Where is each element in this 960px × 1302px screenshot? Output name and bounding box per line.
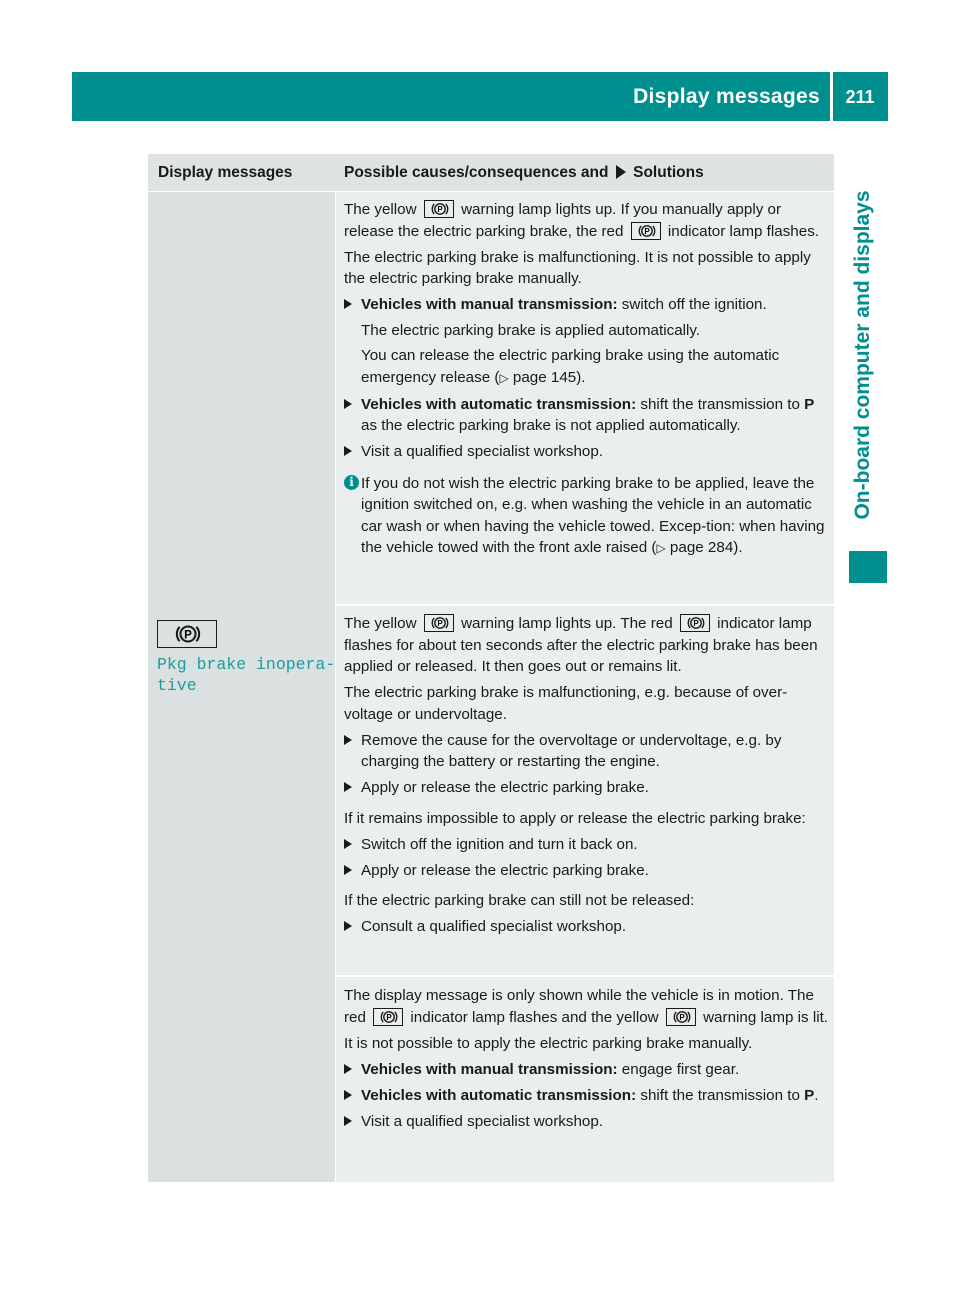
page-number: 211 bbox=[845, 87, 875, 107]
list-item: Apply or release the electric parking brake. bbox=[344, 860, 829, 882]
bullet-arrow-icon bbox=[344, 921, 352, 931]
parking-brake-display-icon bbox=[157, 620, 217, 648]
info-icon: i bbox=[344, 475, 359, 490]
paragraph: If it remains impossible to apply or release the electric parking brake: bbox=[344, 809, 806, 827]
section-title: Display messages bbox=[633, 85, 820, 108]
solutions-arrow-icon bbox=[616, 165, 626, 179]
info-note: i If you do not wish the electric parking brake to be applied, leave the ignition switched on, e.g. when washing the vehicle in an automatic car wash or when having the vehicle towed. Excep-tion: when having the vehicle towed with the front axle raised (▷ page 284). bbox=[344, 473, 829, 560]
list-item: Vehicles with automatic transmission: shift the transmission to P. bbox=[344, 1085, 829, 1107]
row-content bbox=[344, 985, 829, 1137]
svg-text:P: P bbox=[437, 205, 443, 214]
row-content bbox=[344, 613, 829, 942]
list-item: Switch off the ignition and turn it back on. bbox=[344, 834, 829, 856]
paragraph: The yellow P warning lamp lights up. If you manually apply or release the electric parking brake, the red P indicator lamp flashes. bbox=[344, 201, 820, 240]
svg-text:P: P bbox=[693, 619, 699, 628]
bullet-arrow-icon bbox=[344, 865, 352, 875]
chapter-marker bbox=[849, 551, 887, 583]
svg-text:P: P bbox=[184, 629, 192, 642]
parking-brake-icon bbox=[424, 614, 454, 632]
svg-text:P: P bbox=[644, 226, 650, 236]
chapter-side-tab bbox=[846, 170, 880, 540]
parking-brake-icon bbox=[631, 222, 661, 240]
bullet-arrow-icon bbox=[344, 735, 352, 745]
table-row bbox=[336, 977, 834, 1182]
parking-brake-icon bbox=[424, 200, 454, 218]
bullet-arrow-icon bbox=[344, 446, 352, 456]
table-row bbox=[336, 606, 834, 975]
chapter-title: On-board computer and displays bbox=[851, 190, 874, 520]
display-message-text: Pkg brake inopera- tive bbox=[157, 655, 336, 695]
list-item: Visit a qualified specialist workshop. bbox=[344, 1111, 829, 1133]
bullet-arrow-icon bbox=[344, 399, 352, 409]
list-item: Visit a qualified specialist workshop. bbox=[344, 441, 829, 463]
list-item: Vehicles with manual transmission: switch off the ignition. The electric parking brake is applied automatically. You can release the electric parking brake using the automatic emergency release (▷ page 145). bbox=[344, 294, 829, 389]
bullet-arrow-icon bbox=[344, 1116, 352, 1126]
row-content bbox=[344, 199, 829, 560]
page-ref-arrow-icon: ▷ bbox=[499, 370, 509, 385]
list-item: Vehicles with automatic transmission: shift the transmission to P as the electric parking brake is not applied automatically. bbox=[344, 394, 829, 437]
bullet-arrow-icon bbox=[344, 1090, 352, 1100]
svg-text:P: P bbox=[386, 1012, 392, 1022]
list-item: Vehicles with manual transmission: engage first gear. bbox=[344, 1059, 829, 1081]
paragraph: The electric parking brake is malfunctioning, e.g. because of over-voltage or undervoltage. bbox=[344, 684, 788, 723]
bullet-arrow-icon bbox=[344, 839, 352, 849]
parking-brake-icon bbox=[373, 1008, 403, 1026]
column-header-solutions: Possible causes/consequences and Solutions bbox=[344, 164, 704, 181]
header-divider bbox=[830, 72, 833, 121]
list-item: Apply or release the electric parking brake. bbox=[344, 777, 829, 799]
display-messages-table bbox=[148, 154, 834, 1182]
svg-text:P: P bbox=[437, 619, 443, 628]
paragraph: The display message is only shown while the vehicle is in motion. The red P indicator lamp flashes and the yellow P warning lamp is lit. bbox=[344, 987, 829, 1026]
parking-brake-icon bbox=[666, 1008, 696, 1026]
list-item: Remove the cause for the overvoltage or undervoltage, e.g. by charging the battery or restarting the engine. bbox=[344, 730, 829, 773]
bullet-arrow-icon bbox=[344, 1064, 352, 1074]
page-header bbox=[72, 72, 888, 121]
table-row bbox=[336, 192, 834, 604]
table-header bbox=[148, 154, 834, 191]
page-ref-arrow-icon: ▷ bbox=[656, 541, 666, 555]
bullet-arrow-icon bbox=[344, 299, 352, 309]
column-header-messages: Display messages bbox=[158, 164, 293, 181]
list-item: Consult a qualified specialist workshop. bbox=[344, 916, 829, 938]
svg-text:P: P bbox=[679, 1012, 685, 1022]
paragraph: The electric parking brake is malfunctioning. It is not possible to apply the electric parking brake manually. bbox=[344, 248, 811, 287]
paragraph: If the electric parking brake can still not be released: bbox=[344, 892, 695, 909]
paragraph: It is not possible to apply the electric parking brake manually. bbox=[344, 1034, 753, 1052]
bullet-arrow-icon bbox=[344, 782, 352, 792]
paragraph: The yellow P warning lamp lights up. The red P indicator lamp flashes for about ten seconds after the electric parking brake has been applied or released. It then goes out or remains lit. bbox=[344, 615, 818, 675]
parking-brake-icon bbox=[680, 614, 710, 632]
